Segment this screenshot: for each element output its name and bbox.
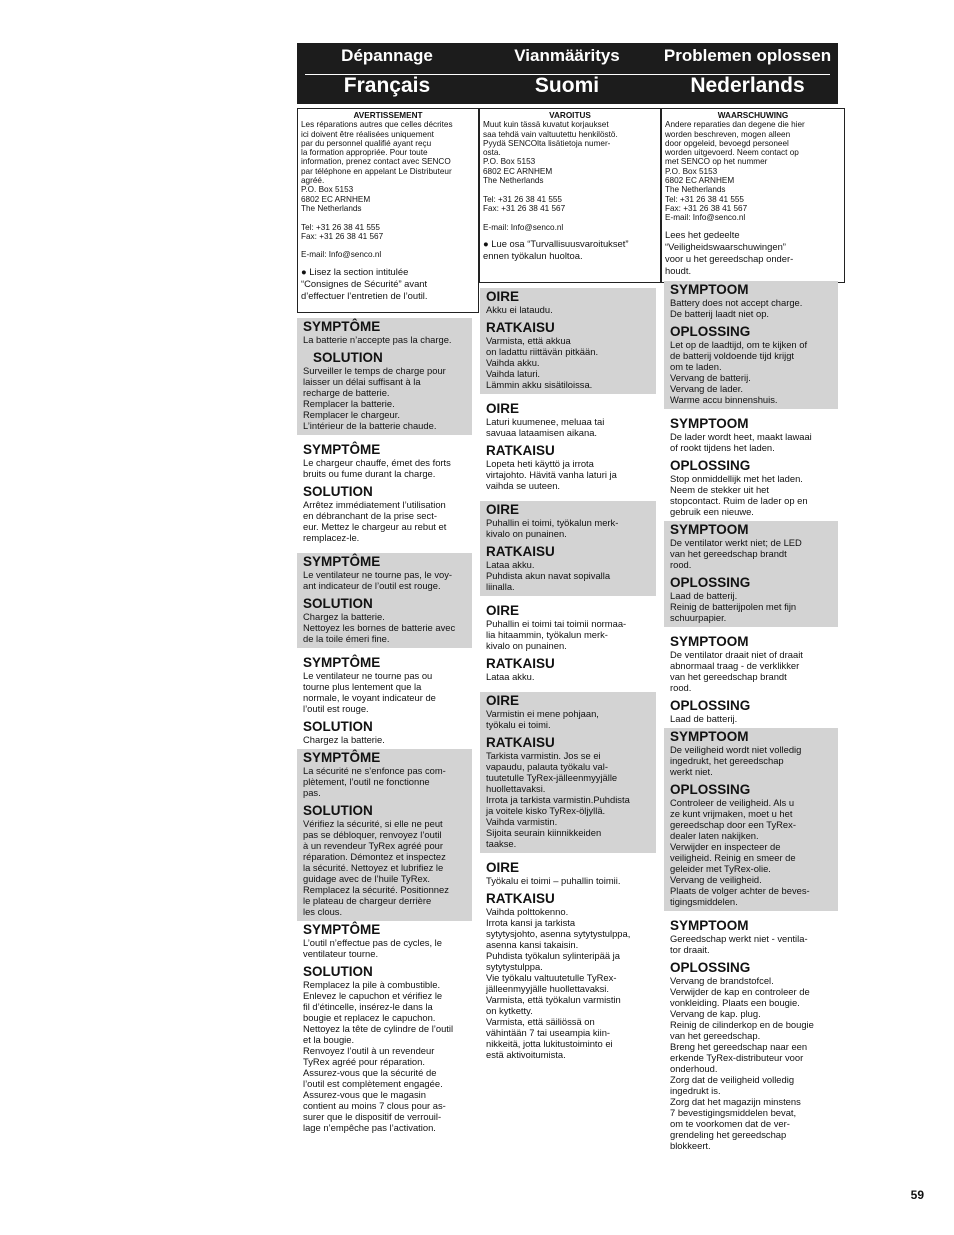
symptom-section — [480, 400, 656, 442]
symptom-text: Työkalu ei toimi – puhallin toimii. — [486, 875, 621, 886]
trouble-block-5 — [664, 728, 838, 911]
solution-section — [297, 349, 472, 435]
symptom-section — [297, 318, 472, 349]
symptom-section — [480, 602, 656, 655]
symptom-heading: SYMPTOOM — [670, 918, 749, 933]
trouble-block-6 — [480, 859, 656, 1064]
trouble-block-5 — [480, 692, 656, 853]
symptom-heading: SYMPTOOM — [670, 729, 749, 744]
trouble-block-3 — [480, 501, 656, 596]
solution-heading: SOLUTION — [303, 964, 373, 979]
symptom-heading: SYMPTÔME — [303, 922, 381, 937]
solution-text: Vérifiez la sécurité, si elle ne peut pas se débloquer, renvoyez l’outil à un revendeur TyRex agréé pour réparation. Démontez et inspectez la sécurité. Nettoyez et lubrifiez le guidage avec de l’huile TyRex. Remplacez la sécurité. Positionnez le plateau de chargeur derrière les clous. — [303, 818, 449, 917]
symptom-section — [480, 501, 656, 543]
symptom-heading: OIRE — [486, 693, 520, 708]
symptom-section — [480, 288, 656, 319]
solution-section — [664, 574, 838, 627]
solution-text: Varmista, että akkua on ladattu riittävän pitkään. Vaihda akku. Vaihda laturi. Lämmin akku sisätiloissa. — [486, 335, 599, 390]
solution-section — [480, 319, 656, 394]
warning-bullet-dutch: Lees het gedeelte “Veiligheidswaarschuwingen” voor u het gereedschap onder- houdt. — [665, 228, 794, 276]
trouble-block-1 — [664, 281, 838, 409]
solution-text: Laad de batterij. Reinig de batterijpolen met fijn schuurpapier. — [670, 590, 797, 623]
warning-body-finnish: Muut kuin tässä kuvatut korjaukset saa tehdä vain valtuutettu henkilöstö. Pyydä SENCOlta lisätietoja numer- osta. P.O. Box 5153 6802 EC ARNHEM The Netherlands Tel: +31 26 38 41 555 Fax: +31 26 38 41 567 E-mail: Info@senco.nl — [483, 120, 618, 232]
solution-heading: OPLOSSING — [670, 960, 751, 975]
symptom-section — [664, 633, 838, 697]
symptom-section — [664, 917, 838, 959]
solution-heading: RATKAISU — [486, 891, 555, 906]
symptom-heading: SYMPTÔME — [303, 554, 381, 569]
warning-title-french: AVERTISSEMENT — [353, 111, 423, 120]
warning-box-finnish — [479, 108, 661, 283]
symptom-text: Le chargeur chauffe, émet des forts bruits ou fume durant la charge. — [303, 457, 451, 479]
trouble-block-3 — [664, 521, 838, 627]
solution-heading: RATKAISU — [486, 443, 555, 458]
symptom-text: Akku ei lataudu. — [486, 304, 553, 315]
symptom-heading: SYMPTOOM — [670, 282, 749, 297]
solution-section — [664, 959, 838, 1155]
header-french — [297, 43, 477, 66]
symptom-heading: SYMPTOOM — [670, 522, 749, 537]
solution-heading: SOLUTION — [303, 596, 373, 611]
solution-text: Controleer de veiligheid. Als u ze kunt vrijmaken, moet u het gereedschap door een TyRex- dealer laten nakijken. Verwijder en inspecteer de veiligheid. Reinig en smeer de geleider met TyRex-olie. Vervang de veiligheid. Plaats de volger achter de beves- tigingsmiddelen. — [670, 797, 810, 907]
solution-heading: RATKAISU — [486, 544, 555, 559]
symptom-text: Le ventilateur ne tourne pas, le voy- ant indicateur de l’outil est rouge. — [303, 569, 453, 591]
symptom-section — [664, 415, 838, 457]
symptom-heading: SYMPTÔME — [303, 319, 381, 334]
symptom-heading: OIRE — [486, 289, 520, 304]
trouble-block-2 — [664, 415, 838, 521]
symptom-text: De ventilator werkt niet; de LED van het gereedschap brandt rood. — [670, 537, 802, 570]
symptom-section — [480, 859, 656, 890]
solution-text: Tarkista varmistin. Jos se ei vapaudu, palauta työkalu val- tuutetulle TyRex-jälleenmyyjälle huollettavaksi. Irrota ja tarkista varmistin.Puhdista ja voitele kisko TyRex-öljyllä. Vaihda varmistin. Sijoita seurain kiinnikkeiden taakse. — [486, 750, 630, 849]
solution-text: Lataa akku. — [486, 671, 535, 682]
symptom-text: Gereedschap werkt niet - ventila- tor draait. — [670, 933, 808, 955]
symptom-text: De ventilator draait niet of draait abnormaal traag - de verklikker van het gereedschap brandt rood. — [670, 649, 803, 693]
trouble-block-6 — [664, 917, 838, 1155]
solution-section — [664, 323, 838, 409]
solution-text: Laad de batterij. — [670, 713, 738, 724]
symptom-text: Le ventilateur ne tourne pas ou tourne plus lentement que la normale, le voyant indicateur de l’outil est rouge. — [303, 670, 436, 714]
trouble-block-1 — [480, 288, 656, 394]
header-dutch-subtitle: Problemen oplossen — [663, 46, 832, 65]
warning-title-dutch: WAARSCHUWING — [717, 111, 789, 120]
column-finnish — [480, 288, 656, 1064]
symptom-section — [480, 692, 656, 734]
column-french — [297, 318, 472, 1137]
header-french-subtitle: Dépannage — [341, 46, 433, 65]
trouble-block-2 — [297, 441, 472, 547]
header-finnish-subtitle: Vianmääritys — [514, 46, 620, 65]
solution-heading: OPLOSSING — [670, 698, 751, 713]
trouble-block-6 — [297, 921, 472, 1137]
symptom-section — [297, 553, 472, 595]
trouble-block-1 — [297, 318, 472, 435]
symptom-heading: SYMPTÔME — [303, 655, 381, 670]
symptom-section — [664, 521, 838, 574]
solution-section — [480, 442, 656, 495]
solution-section — [297, 595, 472, 648]
trouble-block-5 — [297, 749, 472, 921]
solution-text: Arrêtez immédiatement l’utilisation en débranchant de la prise sect- eur. Mettez le chargeur au rebut et remplacez-le. — [303, 499, 447, 543]
symptom-text: Puhallin ei toimi tai toimii normaa- lia hitaammin, työkalun merk- kivalo on punainen. — [486, 618, 627, 651]
warning-title-finnish: VAROITUS — [549, 111, 591, 120]
solution-heading: OPLOSSING — [670, 458, 751, 473]
solution-heading: SOLUTION — [303, 484, 373, 499]
symptom-text: De lader wordt heet, maakt lawaai of rookt tijdens het laden. — [670, 431, 812, 453]
solution-section — [664, 781, 838, 911]
trouble-block-4 — [664, 633, 838, 728]
solution-text: Remplacez la pile à combustible. Enlevez le capuchon et vérifiez le fil d’étincelle, insérez-le dans la bougie et replacez le capuchon. Nettoyez la tête de cylindre de l’outil et la bougie. Renvoyez l’outil à un revendeur TyRex agréé pour réparation. Assurez-vous que la sécurité de l’outil est complètement engagée. Assurez-vous que le magasin contient au moins 7 clous pour as- surer que le dispositif de verrouil- lage n’empêche pas l’activation. — [303, 979, 454, 1133]
symptom-heading: OIRE — [486, 502, 520, 517]
solution-heading: RATKAISU — [486, 320, 555, 335]
trouble-block-4 — [480, 602, 656, 686]
solution-text: Chargez la batterie. Nettoyez les bornes de batterie avec de la toile émeri fine. — [303, 611, 456, 644]
symptom-section — [664, 728, 838, 781]
solution-section — [297, 718, 472, 749]
symptom-section — [297, 921, 472, 963]
solution-text: Stop onmiddellijk met het laden. Neem de stekker uit het stopcontact. Ruim de lader op en gebruik een nieuwe. — [670, 473, 808, 517]
solution-heading: RATKAISU — [486, 656, 555, 671]
trouble-block-3 — [297, 553, 472, 648]
solution-section — [297, 483, 472, 547]
page-number: 59 — [910, 1188, 924, 1202]
warning-box-french — [297, 108, 479, 313]
solution-section — [664, 697, 838, 728]
solution-text: Lopeta heti käyttö ja irrota virtajohto. Hävitä vanha laturi ja vaihda se uuteen. — [486, 458, 617, 491]
solution-section — [297, 963, 472, 1137]
solution-section — [480, 890, 656, 1064]
warning-box-dutch — [661, 108, 845, 283]
header-dutch — [657, 43, 838, 66]
symptom-text: Varmistin ei mene pohjaan, työkalu ei toimi. — [486, 708, 599, 730]
trouble-block-4 — [297, 654, 472, 749]
symptom-heading: SYMPTÔME — [303, 442, 381, 457]
symptom-section — [297, 749, 472, 802]
symptom-text: L’outil n’effectue pas de cycles, le ventilateur tourne. — [303, 937, 442, 959]
solution-section — [480, 655, 656, 686]
symptom-section — [664, 281, 838, 323]
symptom-heading: SYMPTÔME — [303, 750, 381, 765]
symptom-text: Puhallin ei toimi, työkalun merk- kivalo on punainen. — [486, 517, 619, 539]
symptom-heading: OIRE — [486, 401, 520, 416]
solution-text: Let op de laadtijd, om te kijken of de batterij voldoende tijd krijgt om te laden. Vervang de batterij. Vervang de lader. Warme accu binnenshuis. — [670, 339, 808, 405]
solution-text: Surveiller le temps de charge pour laisser un délai suffisant à la recharge de batterie. Remplacer la batterie. Remplacer le chargeur. L’intérieur de la batterie chaude. — [303, 365, 446, 431]
symptom-heading: SYMPTOOM — [670, 634, 749, 649]
solution-heading: SOLUTION — [313, 350, 383, 365]
solution-text: Chargez la batterie. — [303, 734, 385, 745]
symptom-text: Laturi kuumenee, meluaa tai savuaa lataamisen aikana. — [486, 416, 605, 438]
warning-body-dutch: Andere reparaties dan degene die hier worden beschreven, mogen alleen door opgeleid, bevoegd personeel worden uitgevoerd. Neem contact op met SENCO op het nummer P.O. Box 5153 6802 EC ARNHEM The Netherlands Tel: +31 26 38 41 555 Fax: +31 26 38 41 567 E-mail: Info@senco.nl — [665, 120, 805, 223]
solution-text: Vervang de brandstofcel. Verwijder de kap en controleer de vonkleiding. Plaats een bougie. Vervang de kap. plug. Reinig de cilinderkop en de bougie van het gereedschap. Breng het gereedschap naar een erkende TyRex-distributeur voor onderhoud. Zorg dat de veiligheid volledig ingedrukt is. Zorg dat het magazijn minstens 7 bevestigingsmiddelen bevat, om te voorkomen dat de ver- grendeling het gereedschap blokkeert. — [670, 975, 814, 1151]
warning-bullet-french: ● Lisez la section intitulée “Consignes de Sécurité” avant d’effectuer l’entretien de l’outil. — [301, 265, 428, 301]
header-finnish-language: Suomi — [534, 74, 600, 97]
symptom-heading: OIRE — [486, 860, 520, 875]
solution-text: Vaihda polttokenno. Irrota kansi ja tarkista sytytysjohto, asenna sytytystulppa, asenna kansi takaisin. Puhdista työkalun sylinteripää ja sytytystulppa. Vie työkalu valtuutetulle TyRex- jälleenmyyjälle huollettavaksi. Varmista, että työkalun varmistin on kytketty. Varmista, että säiliössä on vähintään 7 tai useampia kiin- nikkeitä, jotta lukitustoiminto ei estä aktivoitumista. — [486, 906, 631, 1060]
header-dutch-language: Nederlands — [690, 74, 805, 97]
solution-heading: SOLUTION — [303, 803, 373, 818]
header-bar — [297, 43, 838, 104]
symptom-text: De veiligheid wordt niet volledig ingedrukt, het gereedschap werkt niet. — [670, 744, 802, 777]
symptom-text: La sécurité ne s’enfonce pas com- plètement, l’outil ne fonctionne pas. — [303, 765, 446, 798]
symptom-heading: OIRE — [486, 603, 520, 618]
symptom-section — [297, 441, 472, 483]
column-dutch — [664, 281, 838, 1155]
solution-section — [297, 802, 472, 921]
solution-heading: OPLOSSING — [670, 575, 751, 590]
symptom-text: Battery does not accept charge. De batterij laadt niet op. — [670, 297, 803, 319]
solution-heading: SOLUTION — [303, 719, 373, 734]
solution-section — [480, 543, 656, 596]
solution-heading: RATKAISU — [486, 735, 555, 750]
symptom-heading: SYMPTOOM — [670, 416, 749, 431]
solution-heading: OPLOSSING — [670, 324, 751, 339]
header-finnish — [477, 43, 657, 66]
symptom-section — [297, 654, 472, 718]
solution-section — [664, 457, 838, 521]
warning-bullet-finnish: ● Lue osa “Turvallisuusvaroitukset” ennen työkalun huoltoa. — [483, 237, 629, 261]
trouble-block-2 — [480, 400, 656, 495]
solution-section — [480, 734, 656, 853]
symptom-text: La batterie n’accepte pas la charge. — [303, 334, 452, 345]
header-french-language: Français — [343, 74, 431, 97]
solution-text: Lataa akku. Puhdista akun navat sopivalla liinalla. — [486, 559, 611, 592]
warning-body-french: Les réparations autres que celles décrites ici doivent être réalisées uniquement par du personnel qualifié ayant reçu la formation appropriée. Pour toute information, prenez contact avec SENCO par téléphone en appelant Le Distributeur agréé. P.O. Box 5153 6802 EC ARNHEM The Netherlands Tel: +31 26 38 41 555 Fax: +31 26 38 41 567 E-mail: Info@senco.nl — [301, 120, 453, 260]
solution-heading: OPLOSSING — [670, 782, 751, 797]
